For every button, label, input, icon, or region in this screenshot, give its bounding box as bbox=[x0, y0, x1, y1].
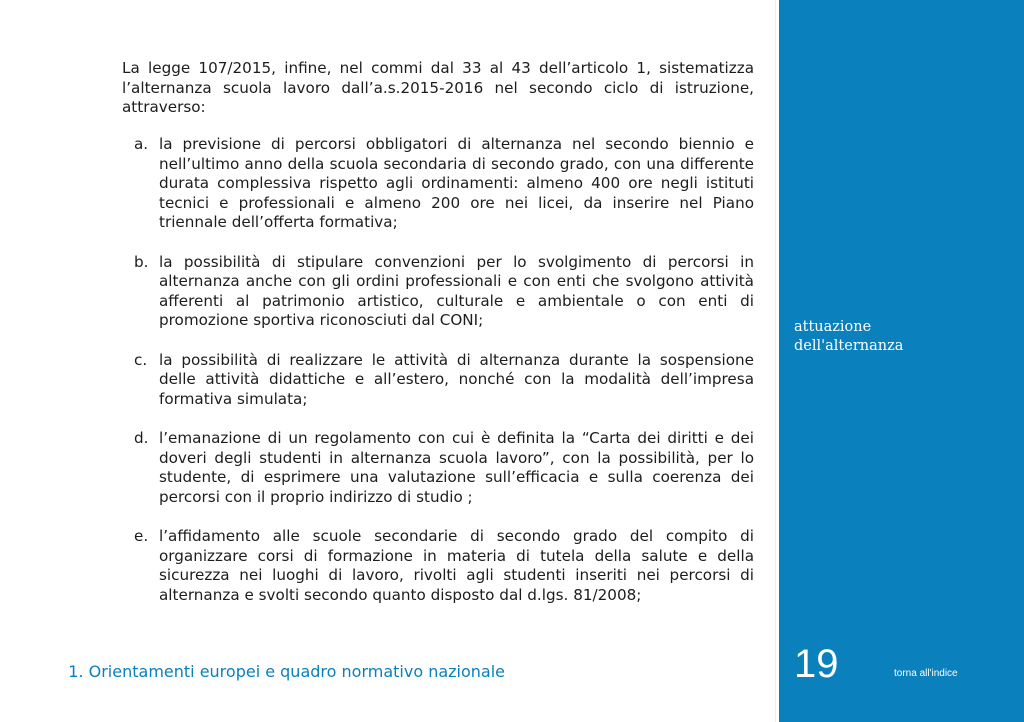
list-item-text: l’emanazione di un regolamento con cui è definita la “Carta dei diritti e dei doveri degli studenti in alternanza scuola lavoro”, con la possibilità, per lo studente, di esprimere una valutazione sull’efficacia e sulla coerenza dei percorsi con il proprio indirizzo di studio ; bbox=[159, 429, 754, 506]
list-item bbox=[122, 351, 754, 410]
back-to-index-link[interactable]: torna all'indice bbox=[894, 668, 958, 679]
section-heading bbox=[794, 318, 994, 356]
list-item-letter: b. bbox=[134, 252, 149, 271]
list-item bbox=[122, 527, 754, 605]
list-item-text: la possibilità di stipulare convenzioni per lo svolgimento di percorsi in alternanza anche con gli ordini professionali e con enti che svolgono attività afferenti al patrimonio artistico, culturale e ambientale o con enti di promozione sportiva riconosciuti dal CONI; bbox=[159, 252, 754, 329]
measures-list bbox=[122, 135, 754, 605]
sidebar bbox=[779, 0, 1024, 722]
list-item-text: l’affidamento alle scuole secondarie di secondo grado del compito di organizzare corsi di formazione in materia di tutela della salute e della sicurezza nei luoghi di lavoro, rivolti agli studenti inseriti nei percorsi di alternanza e svolti secondo quanto disposto dal d.lgs. 81/2008; bbox=[159, 527, 754, 604]
section-heading-line2: dell'alternanza bbox=[794, 338, 904, 354]
list-item-letter: d. bbox=[134, 429, 149, 447]
list-item bbox=[122, 429, 754, 507]
list-item-text: la possibilità di realizzare le attività di alternanza durante la sospensione delle attività didattiche e all’estero, nonché con la modalità dell’impresa formativa simulata; bbox=[159, 350, 754, 408]
list-item-letter: a. bbox=[134, 135, 149, 153]
list-item-text: la previsione di percorsi obbligatori di alternanza nel secondo biennio e nell’ultimo anno della scuola secondaria di secondo grado, con una differente durata complessiva rispetto agli ordinamenti: almeno 400 ore negli istituti tecnici e professionali e almeno 200 ore nei licei, da inserire nel Piano triennale dell’offerta formativa; bbox=[159, 135, 754, 231]
list-item bbox=[122, 253, 754, 331]
list-item-letter: e. bbox=[134, 527, 149, 545]
intro-paragraph: La legge 107/2015, infine, nel commi dal 33 al 43 dell’articolo 1, sistematizza l’alternanza scuola lavoro dall’a.s.2015-2016 nel secondo ciclo di istruzione, attraverso: bbox=[122, 59, 754, 116]
list-item bbox=[122, 135, 754, 233]
list-item-letter: c. bbox=[134, 350, 148, 369]
page-number: 19 bbox=[794, 642, 839, 686]
chapter-title: 1. Orientamenti europei e quadro normativo nazionale bbox=[68, 662, 505, 681]
section-heading-line1: attuazione bbox=[794, 319, 872, 335]
